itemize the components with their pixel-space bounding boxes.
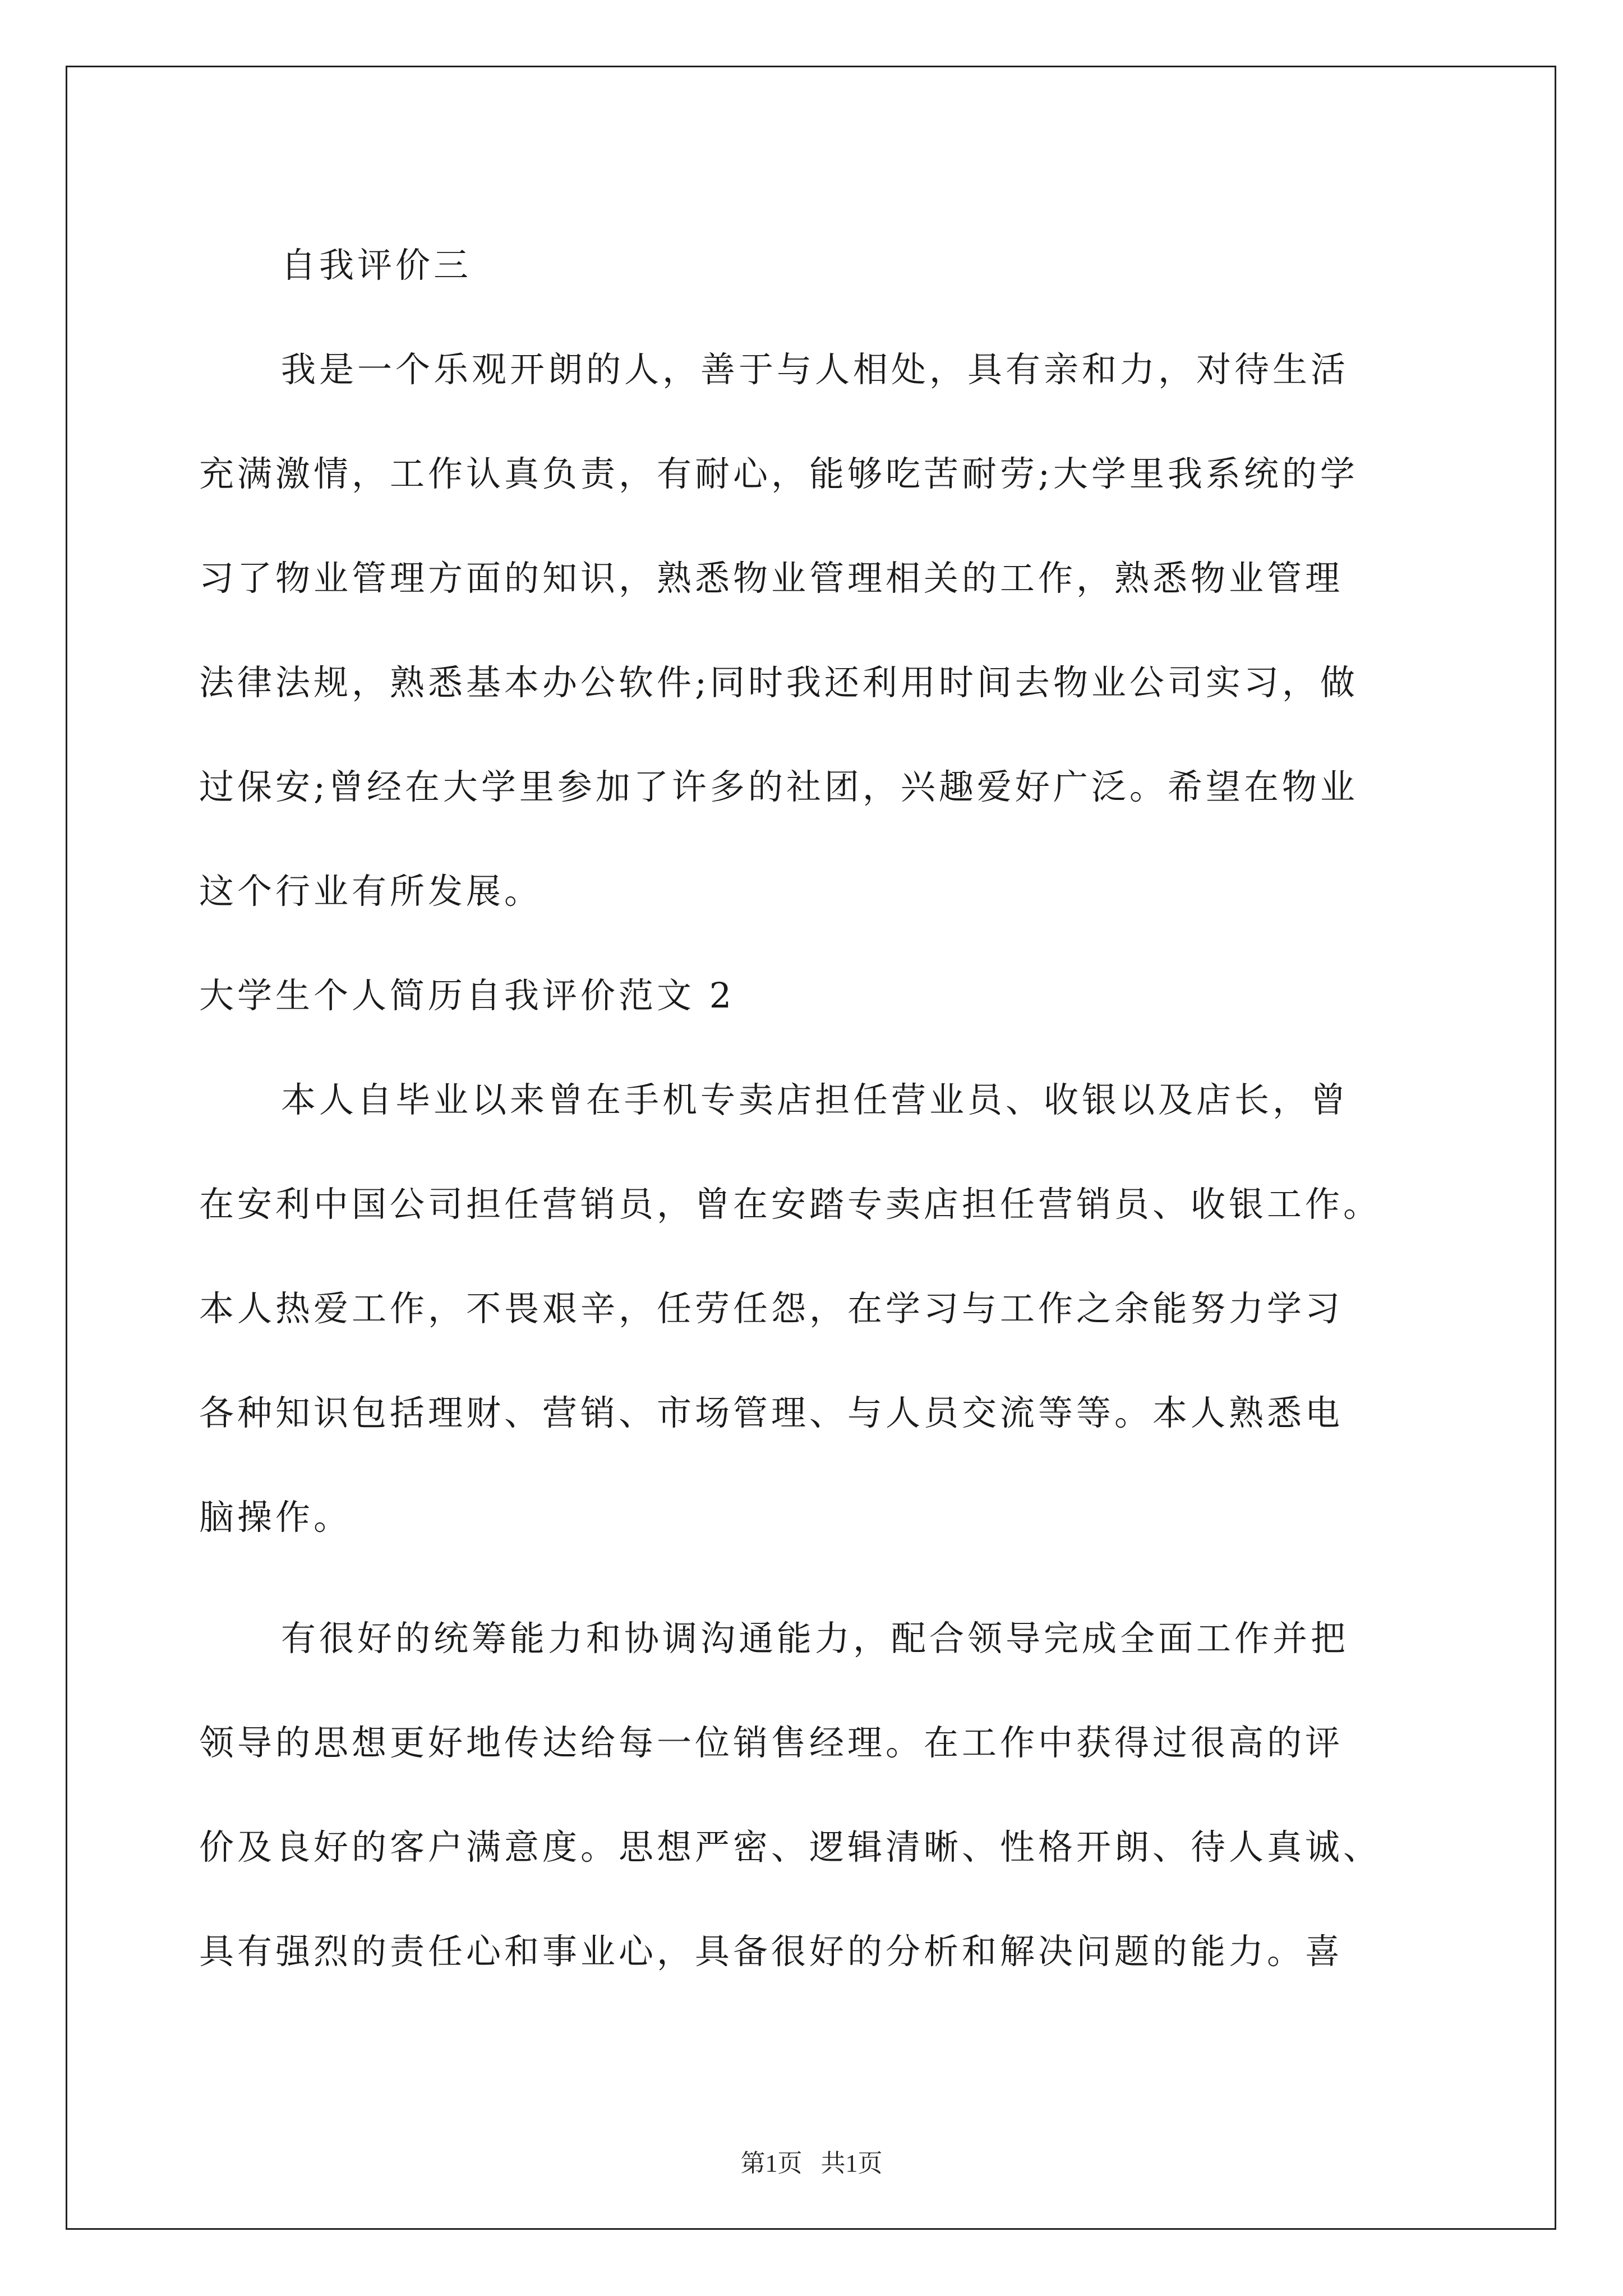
paragraph-line: 我是一个乐观开朗的人，善于与人相处，具有亲和力，对待生活 — [281, 349, 1349, 390]
paragraph-line: 价及良好的客户满意度。思想严密、逻辑清晰、性格开朗、待人真诚、 — [199, 1826, 1382, 1867]
paragraph-gap — [199, 1570, 1433, 1586]
paragraph-line: 各种知识包括理财、营销、市场管理、与人员交流等等。本人熟悉电 — [199, 1392, 1344, 1433]
document-body — [199, 213, 1433, 2004]
paragraph-line: 本人热爱工作，不畏艰辛，任劳任怨，在学习与工作之余能努力学习 — [199, 1288, 1344, 1329]
paragraph-line: 过保安;曾经在大学里参加了许多的社团，兴趣爱好广泛。希望在物业 — [199, 766, 1358, 807]
page-footer: 第1页 共1页 — [740, 2150, 883, 2177]
paragraph-line: 领导的思想更好地传达给每一位销售经理。在工作中获得过很高的评 — [199, 1722, 1344, 1763]
paragraph-line: 这个行业有所发展。 — [199, 871, 543, 912]
paragraph-line: 本人自毕业以来曾在手机专卖店担任营业员、收银以及店长，曾 — [281, 1079, 1349, 1120]
paragraph-line: 法律法规，熟悉基本办公软件;同时我还利用时间去物业公司实习，做 — [199, 662, 1358, 703]
paragraph-line: 习了物业管理方面的知识，熟悉物业管理相关的工作，熟悉物业管理 — [199, 558, 1344, 599]
paragraph-line: 具有强烈的责任心和事业心，具备很好的分析和解决问题的能力。喜 — [199, 1931, 1344, 1972]
paragraph-line: 充满激情，工作认真负责，有耐心，能够吃苦耐劳;大学里我系统的学 — [199, 453, 1358, 494]
paragraph-line: 有很好的统筹能力和协调沟通能力，配合领导完成全面工作并把 — [281, 1618, 1349, 1659]
section-heading: 大学生个人简历自我评价范文 2 — [199, 975, 735, 1016]
paragraph-line: 脑操作。 — [199, 1497, 352, 1538]
paragraph-line: 在安利中国公司担任营销员，曾在安踏专卖店担任营销员、收银工作。 — [199, 1184, 1382, 1225]
section-heading: 自我评价三 — [281, 245, 472, 286]
